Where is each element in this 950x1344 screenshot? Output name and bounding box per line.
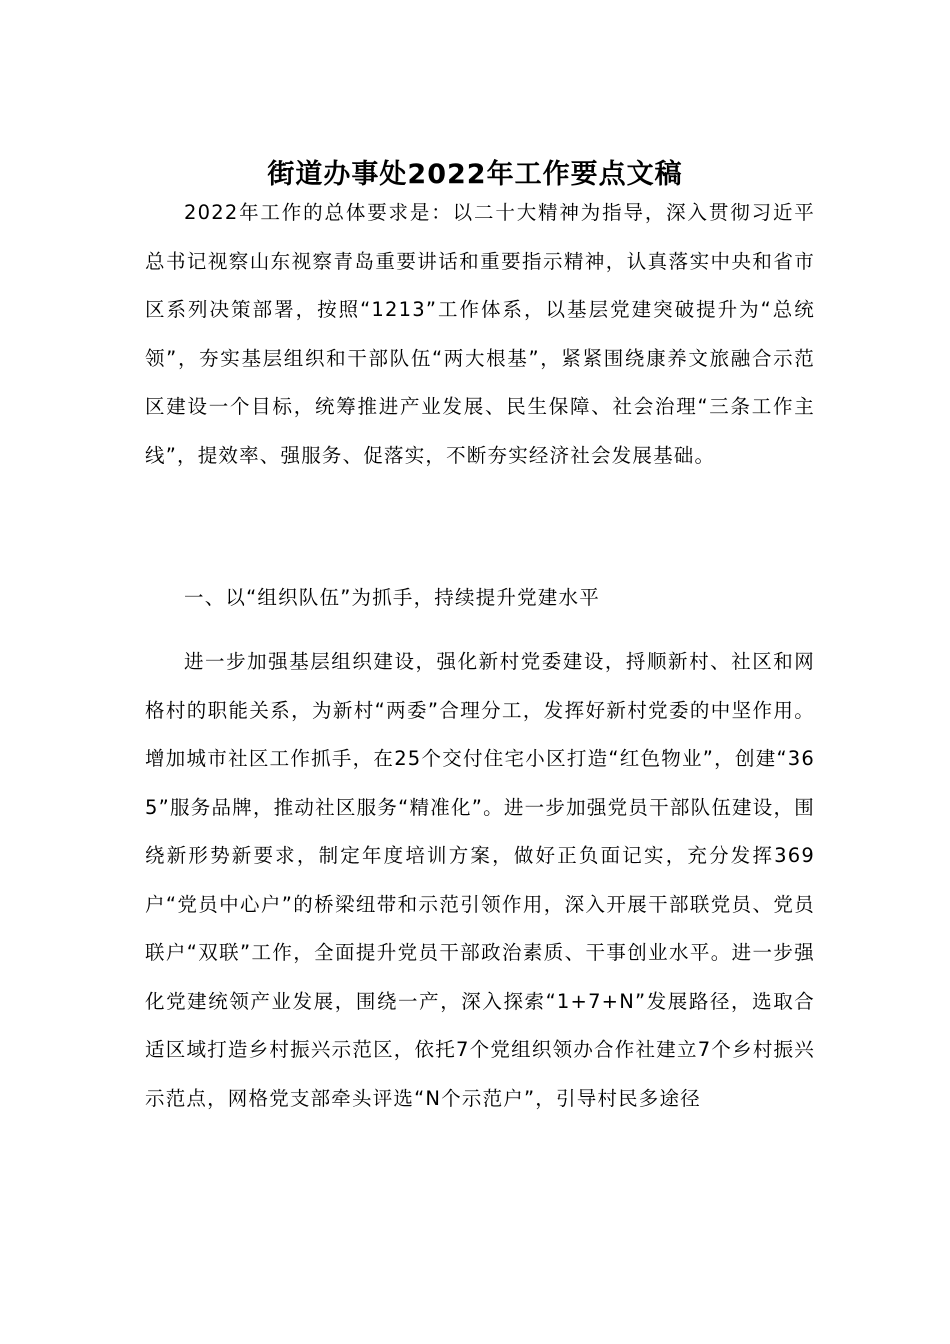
section-body-paragraph: 进一步加强基层组织建设，强化新村党委建设，捋顺新村、社区和网格村的职能关系，为新村“两委”合理分工，发挥好新村党委的中坚作用。增加城市社区工作抓手，在25个交付住宅小区打造“红色物业”，创建“365”服务品牌，推动社区服务“精准化”。进一步加强党员干部队伍建设，围绕新形势新要求，制定年度培训方案，做好正负面记实，充分发挥369户“党员中心户”的桥梁纽带和示范引领作用，深入开展干部联党员、党员联户“双联”工作，全面提升党员干部政治素质、干事创业水平。进一步强化党建统领产业发展，围绕一产，深入探索“1+7+N”发展路径，选取合适区域打造乡村振兴示范区，依托7个党组织领办合作社建立7个乡村振兴示范点，网格党支部牵头评选“N个示范户”，引导村民多途径 — [145, 650, 815, 1110]
document-title: 街道办事处2022年工作要点文稿 — [267, 159, 683, 190]
intro-paragraph: 2022年工作的总体要求是：以二十大精神为指导，深入贯彻习近平总书记视察山东视察青岛重要讲话和重要指示精神，认真落实中央和省市区系列决策部署，按照“1213”工作体系，以基层党建突破提升为“总统领”，夯实基层组织和干部队伍“两大根基”，紧紧围绕康养文旅融合示范区建设一个目标，统筹推进产业发展、民生保障、社会治理“三条工作主线”，提效率、强服务、促落实，不断夯实经济社会发展基础。 — [145, 201, 815, 467]
section-heading: 一、以“组织队伍”为抓手，持续提升党建水平 — [184, 586, 600, 609]
